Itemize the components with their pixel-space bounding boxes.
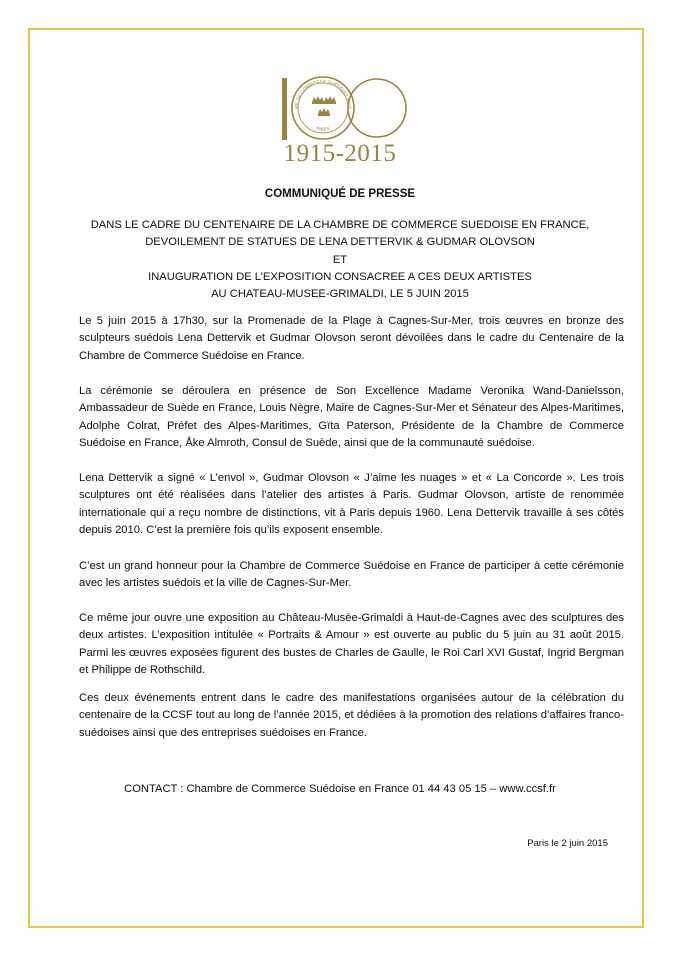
- logo-digit-zero: [348, 79, 406, 137]
- heading-line: DEVOILEMENT DE STATUES DE LENA DETTERVIK & GUDMAR OLOVSON: [145, 236, 535, 249]
- centenary-years: 1915-2015: [283, 140, 397, 167]
- heading-line: DANS LE CADRE DU CENTENAIRE DE LA CHAMBRE DE COMMERCE SUEDOISE EN FRANCE,: [90, 219, 590, 231]
- paragraph-sculptures: Lena Dettervik a signé « L’envol », Gudmar Olovson « J’aime les nuages » et « La Concorde ». Les trois sculptures ont été réalisées dans l’atelier des artistes à Paris. Gudmar Olovson, artiste de renommée internationale qui a reçu nombre de distinctions, vit à Paris depuis 1960. Lena Dettervik travaille à ses côtés depuis 2010. C’est la première fois qu’ils exposent ensemble.: [79, 472, 624, 537]
- logo-seal-text: RE DE COMMERCE SUÉDOISE EN F: [293, 78, 353, 110]
- paragraph-event: Le 5 juin 2015 à 17h30, sur la Promenade de la Plage à Cagnes-Sur-Mer, trois œuvres en bronze des sculpteurs suédois Lena Dettervik et Gudmar Olovson seront dévoilées dans le cadre du Centenaire de la Chambre de Commerce Suédoise en France.: [79, 315, 624, 362]
- press-release-title: COMMUNIQUÉ DE PRESSE: [264, 188, 416, 200]
- release-heading: [0, 217, 680, 303]
- paragraph-honour: C’est un grand honneur pour la Chambre de Commerce Suédoise en France de participer à cette cérémonie avec les artistes suédois et la ville de Cagnes-Sur-Mer.: [79, 560, 624, 590]
- contact-line: CONTACT : Chambre de Commerce Suédoise en France 01 44 43 05 15 – www.ccsf.fr: [124, 783, 556, 795]
- heading-line: INAUGURATION DE L’EXPOSITION CONSACREE A CES DEUX ARTISTES: [148, 270, 532, 283]
- dateline: Paris le 2 juin 2015: [527, 838, 608, 849]
- paragraph-exhibition: Ce même jour ouvre une exposition au Château-Musée-Grimaldi à Haut-de-Cagnes avec des sculptures des deux artistes. L’exposition intitulée « Portraits & Amour » est ouverte au public du 5 juin au 31 août 2015. Parmi les œuvres exposées figurent des bustes de Charles de Gaulle, le Roi Carl XVI Gustaf, Ingrid Bergman et Philippe de Rothschild.: [79, 612, 624, 677]
- three-crowns-icon: [312, 96, 336, 116]
- paragraph-centenary: Ces deux événements entrent dans le cadre des manifestations organisées autour de la célébration du centenaire de la CCSF tout au long de l’année 2015, et dédiées à la promotion des relations d’affaires franco-suédoises ainsi que des entreprises suédoises en France.: [79, 692, 624, 739]
- logo-digit-one: [282, 78, 287, 140]
- paragraph-ceremony: La cérémonie se déroulera en présence de Son Excellence Madame Veronika Wand-Danielsson, Ambassadeur de Suède en France, Louis Nègre, Maire de Cagnes-Sur-Mer et Sénateur des Alpes-Maritimes, Adolphe Colrat, Préfet des Alpes-Maritimes, Gïta Paterson, Présidente de la Chambre de Commerce Suédoise en France, Åke Almroth, Consul de Suède, ainsi que de la communauté suédoise.: [79, 385, 624, 450]
- logo-seal-bottom: PARIS: [316, 125, 330, 132]
- heading-line: AU CHATEAU-MUSEE-GRIMALDI, LE 5 JUIN 2015: [211, 288, 469, 301]
- heading-line: ET: [332, 253, 348, 266]
